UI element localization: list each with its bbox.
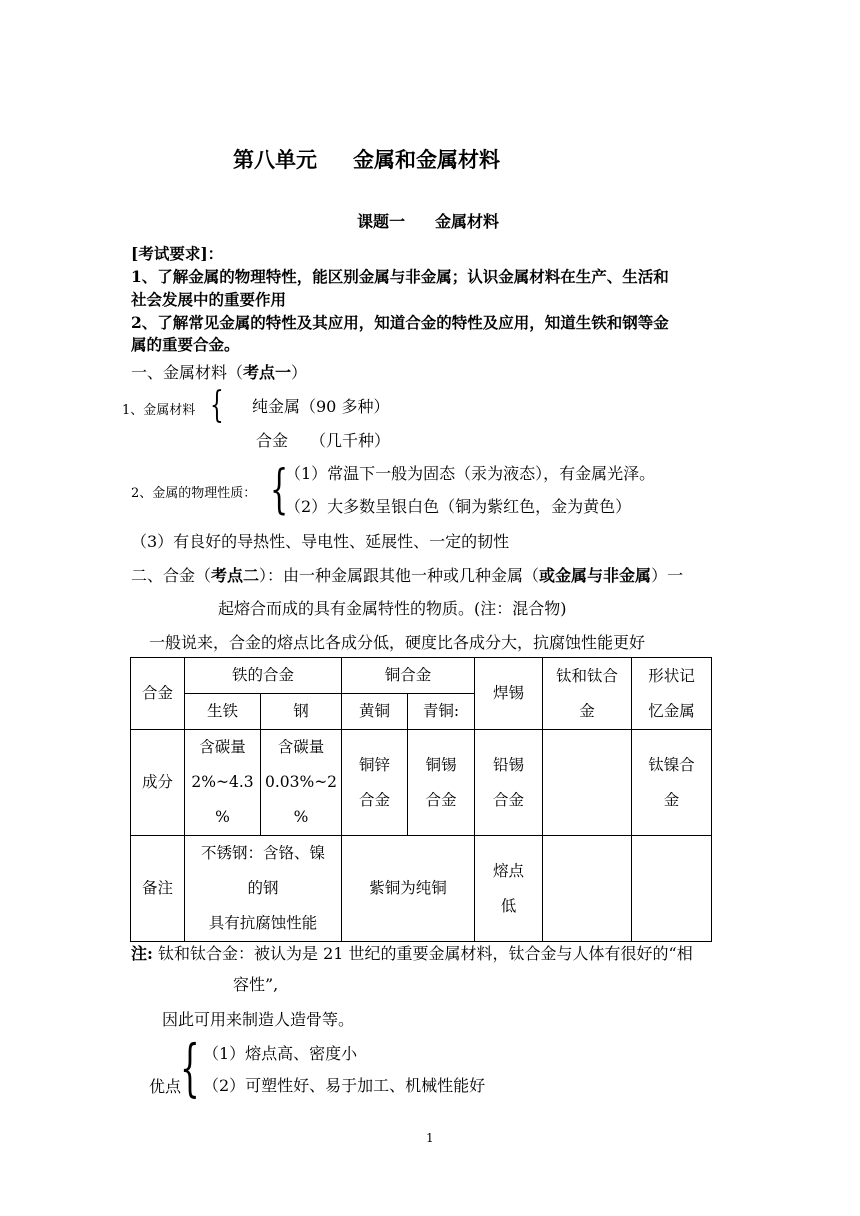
section-2-heading [131, 563, 683, 586]
cell-text: 合金 [358, 790, 390, 809]
physical-property-2: （2）大多数呈银白色（铜为紫红色，金为黄色） [285, 497, 632, 516]
row-label-composition: 成分 [131, 730, 185, 836]
table-row [131, 658, 712, 694]
header-titanium [543, 658, 632, 730]
note-prefix: 注: [131, 944, 153, 963]
table-row [131, 730, 712, 836]
page-title [233, 144, 500, 174]
alloy-item-count: （几千种） [310, 431, 391, 450]
cell-brass-composition [342, 730, 408, 836]
requirement-1-line-1: 1、了解金属的物理特性，能区别金属与非金属；认识金属材料在生产、生活和 [131, 267, 669, 286]
cell-text: 低 [500, 896, 517, 915]
pure-metal-item: 纯金属（90 多种） [252, 397, 390, 416]
cell-text: 具有抗腐蚀性能 [208, 914, 318, 932]
alloy-definition-tail: ）一 [651, 566, 684, 585]
cell-text: 0.03%~2 [264, 773, 338, 791]
alloy-definition-text: ）：由一种金属跟其他一种或几种金属（ [259, 566, 540, 585]
cell-steel-composition [261, 730, 342, 836]
cell-text: 熔点 [492, 861, 524, 880]
cell-text: 含碳量 [199, 738, 246, 756]
row-label-notes: 备注 [131, 836, 185, 942]
cell-titanium-composition [543, 730, 632, 836]
titanium-note-line-3: 因此可用来制造人造骨等。 [162, 1010, 355, 1029]
cell-text: 钛镍合 [648, 755, 695, 774]
lesson-name: 金属材料 [435, 212, 500, 231]
cell-text: 铜锌 [358, 755, 390, 774]
physical-properties-label: 2、金属的物理性质： [131, 486, 257, 501]
requirements-heading: [考试要求]： [131, 244, 224, 263]
cell-text: 合金 [492, 790, 524, 809]
cell-shape-memory-composition [632, 730, 712, 836]
alloy-definition-emphasis: 或金属与非金属 [539, 566, 652, 585]
header-shape-memory [632, 658, 712, 730]
alloy-item-name: 合金 [256, 431, 289, 450]
requirement-1-line-2: 社会发展中的重要作用 [131, 290, 287, 309]
cell-text: 铜锡 [425, 755, 457, 774]
cell-text: 2%~4.3 [191, 773, 254, 791]
alloy-general-property: 一般说来，合金的熔点比各成分低，硬度比各成分大，抗腐蚀性能更好 [149, 633, 646, 652]
header-solder: 焊锡 [475, 658, 543, 730]
brace-icon: { [210, 385, 224, 426]
cell-copper-notes: 紫铜为纯铜 [342, 836, 475, 942]
cell-text: 含碳量 [277, 738, 325, 756]
alloy-definition-line-2: 起熔合而成的具有金属特性的物质。(注：混合物) [218, 599, 567, 618]
requirement-2-line-1: 2、了解常见金属的特性及其应用，知道合金的特性及应用，知道生铁和钢等金 [131, 313, 669, 332]
cell-text: 合金 [425, 790, 457, 809]
header-iron-alloy: 铁的合金 [185, 658, 342, 694]
cell-text: 的钢 [247, 879, 279, 897]
classification-label: 1、金属材料 [122, 403, 196, 418]
titanium-note-line-2: 容性”, [233, 975, 279, 994]
section-1-heading [131, 360, 307, 383]
cell-text: 铅锡 [492, 755, 524, 774]
alloy-item [256, 428, 390, 451]
exam-point-2: 考点二 [211, 566, 260, 585]
advantage-2: （2）可塑性好、易于加工、机械性能好 [203, 1076, 486, 1095]
table-row [131, 836, 712, 942]
header-copper-alloy: 铜合金 [342, 658, 475, 694]
header-alloy: 合金 [131, 658, 185, 730]
header-shape-memory-line-2: 忆金属 [648, 701, 695, 720]
cell-pig-iron-composition [185, 730, 261, 836]
cell-solder-notes [475, 836, 543, 942]
titanium-note-line-1 [131, 941, 693, 964]
cell-titanium-notes [543, 836, 632, 942]
header-shape-memory-line-1: 形状记 [648, 666, 695, 685]
lesson-number: 课题一 [357, 212, 406, 231]
cell-shape-memory-notes [632, 836, 712, 942]
physical-property-3: （3）有良好的导热性、导电性、延展性、一定的韧性 [131, 532, 510, 551]
section-1-heading-close: ） [291, 363, 308, 382]
cell-solder-composition [475, 730, 543, 836]
section-2-heading-text: 二、合金（ [131, 566, 212, 585]
cell-text: 不锈钢：含铬、镍 [200, 844, 325, 862]
section-1-heading-text: 一、金属材料（ [131, 363, 244, 382]
cell-text: % [293, 808, 309, 826]
header-steel: 钢 [261, 694, 342, 730]
header-bronze: 青铜: [408, 694, 475, 730]
header-brass: 黄铜 [342, 694, 408, 730]
exam-point-1: 考点一 [243, 363, 292, 382]
header-pig-iron: 生铁 [185, 694, 261, 730]
cell-iron-notes [185, 836, 342, 942]
header-titanium-line-1: 钛和钛合 [555, 666, 618, 685]
cell-text: 金 [663, 790, 680, 809]
cell-bronze-composition [408, 730, 475, 836]
brace-icon: { [270, 460, 289, 520]
physical-property-1: （1）常温下一般为固态（汞为液态），有金属光泽。 [285, 464, 656, 483]
unit-name: 金属和金属材料 [353, 148, 500, 172]
brace-icon: { [180, 1031, 200, 1104]
advantages-label: 优点 [149, 1077, 182, 1096]
unit-number: 第八单元 [233, 148, 317, 172]
header-titanium-line-2: 金 [579, 701, 595, 720]
page-number: 1 [426, 1131, 434, 1145]
alloy-table [130, 657, 712, 942]
lesson-title [357, 209, 499, 232]
cell-text: % [215, 808, 230, 826]
requirement-2-line-2: 属的重要合金。 [131, 335, 240, 354]
note-text: 钛和钛合金：被认为是 21 世纪的重要金属材料，钛合金与人体有很好的“相 [158, 944, 693, 963]
advantage-1: （1）熔点高、密度小 [203, 1044, 358, 1063]
